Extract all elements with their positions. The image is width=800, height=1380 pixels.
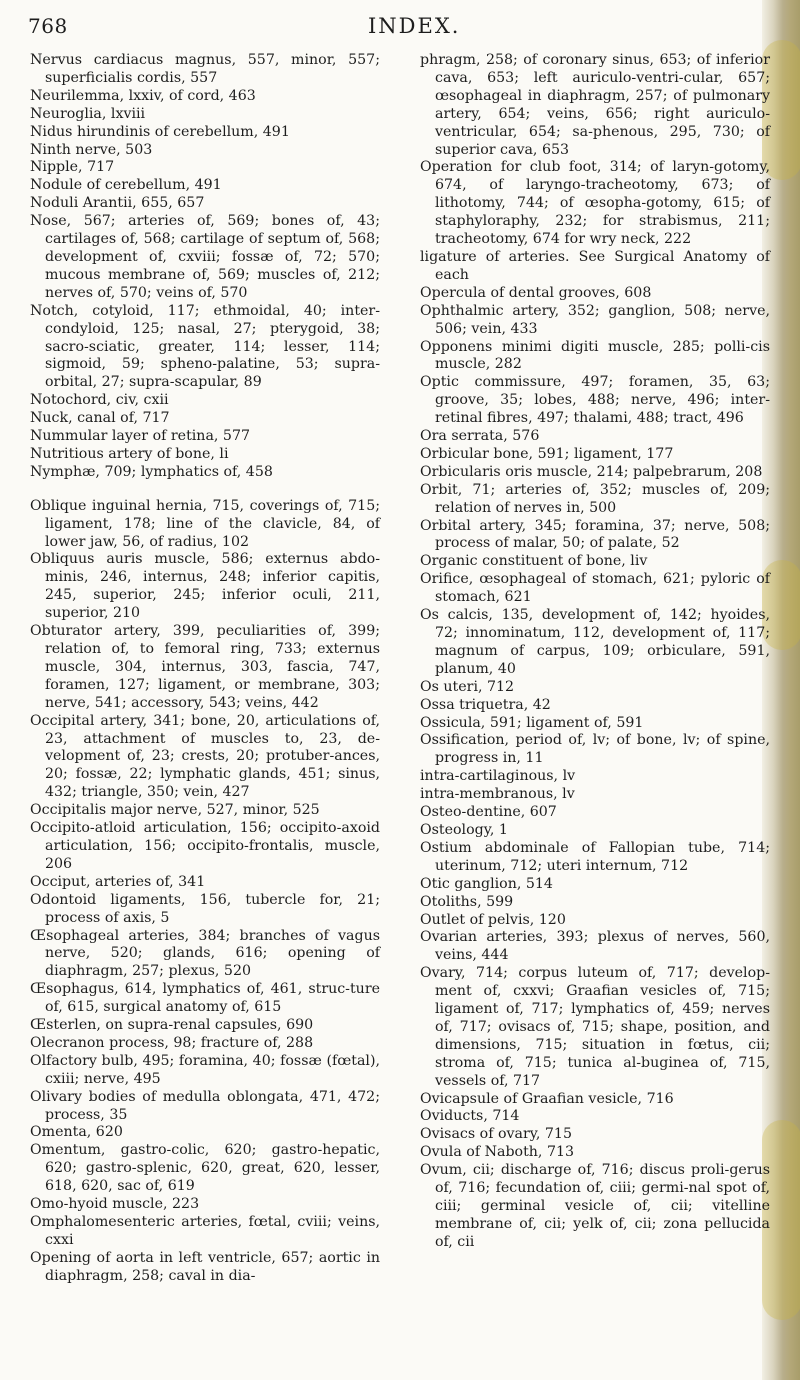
index-entry: Ossification, period of, lv; of bone, lv; of spine, progress in, 11 (420, 732, 770, 767)
index-entry: Otic ganglion, 514 (420, 875, 553, 892)
index-entry: Organic constituent of bone, liv (420, 553, 648, 570)
index-entry: ligature of arteries. See Surgical Anatomy of each (420, 248, 770, 283)
index-entry: Œsophagus, 614, lymphatics of, 461, struc-ture of, 615, surgical anatomy of, 615 (30, 981, 380, 1016)
index-entry: Orbit, 71; arteries of, 352; muscles of, 209; relation of nerves in, 500 (420, 481, 770, 516)
index-entry: intra-cartilaginous, lv (420, 768, 576, 785)
index-column-right (420, 52, 770, 1252)
index-entry: Optic commissure, 497; foramen, 35, 63; groove, 35; lobes, 488; nerve, 496; inter-retinal fibres, 497; thalami, 488; tract, 496 (420, 374, 770, 427)
index-entry: Obliquus auris muscle, 586; externus abdo-minis, 246, internus, 248; inferior capitis, 245, superior, 245; inferior oculi, 211, superior, 210 (30, 551, 380, 622)
index-entry: Outlet of pelvis, 120 (420, 911, 566, 928)
index-entry: Nervus cardiacus magnus, 557, minor, 557; superficialis cordis, 557 (30, 52, 380, 86)
index-entry: Opponens minimi digiti muscle, 285; polli-cis muscle, 282 (420, 338, 770, 373)
index-entry: Olfactory bulb, 495; foramina, 40; fossæ (fœtal), cxiii; nerve, 495 (30, 1052, 380, 1087)
index-entry: Nummular layer of retina, 577 (30, 428, 250, 445)
index-entry: Oblique inguinal hernia, 715, coverings of, 715; ligament, 178; line of the clavicle, 84, of lower jaw, 56, of radius, 102 (30, 497, 380, 550)
index-entry: intra-membranous, lv (420, 786, 575, 803)
index-entry: Ora serrata, 576 (420, 428, 540, 445)
index-entry: Œsophageal arteries, 384; branches of vagus nerve, 520; glands, 616; opening of diaphragm, 257; plexus, 520 (30, 927, 380, 980)
index-entry: Omentum, gastro-colic, 620; gastro-hepatic, 620; gastro-splenic, 620, great, 620, lesser, 618, 620, sac of, 619 (30, 1142, 380, 1195)
index-entry: Occipito-atloid articulation, 156; occipito-axoid articulation, 156; occipito-frontalis, muscle, 206 (30, 820, 380, 872)
index-entry: Olecranon process, 98; fracture of, 288 (30, 1034, 314, 1051)
running-head: INDEX. (368, 14, 461, 38)
index-entry: Ovicapsule of Graafian vesicle, 716 (420, 1090, 674, 1107)
index-entry: Nodule of cerebellum, 491 (30, 177, 222, 194)
index-entry: Ovary, 714; corpus luteum of, 717; develop-ment of, cxxvi; Graafian vesicles of, 715; ligament of, 717; lymphatics of, 459; nerves of, 717; ovisacs of, 715; shape, position, and dimensions, 715; situation in fœtus, cii; stroma of, 715; tunica al-buginea of, 715, vessels of, 717 (420, 965, 770, 1089)
index-entry: Ossicula, 591; ligament of, 591 (420, 714, 644, 731)
index-entry: Noduli Arantii, 655, 657 (30, 195, 205, 212)
index-entry: Os uteri, 712 (420, 678, 515, 695)
index-entry: Osteo-dentine, 607 (420, 804, 557, 821)
index-entry: Os calcis, 135, development of, 142; hyoides, 72; innominatum, 112, development of, 117; magnum of carpus, 109; orbiculare, 591, planum, 40 (420, 607, 770, 677)
index-entry: Orbicularis oris muscle, 214; palpebrarum, 208 (420, 463, 763, 480)
index-entry: Ossa triquetra, 42 (420, 696, 551, 713)
index-columns (30, 52, 770, 1372)
index-entry: Ovula of Naboth, 713 (420, 1144, 575, 1161)
index-entry: phragm, 258; of coronary sinus, 653; of inferior cava, 653; left auriculo-ventri-cular, 657; œsophageal in diaphragm, 257; of pulmonary artery, 654; veins, 656; right auriculo-ventricular, 654; sa-phenous, 295, 730; of superior cava, 653 (420, 52, 770, 158)
index-entry: Olivary bodies of medulla oblongata, 471, 472; process, 35 (30, 1088, 380, 1123)
index-entry: Neuroglia, lxviii (30, 105, 146, 122)
index-entry: Notochord, civ, cxii (30, 392, 169, 409)
index-entry: Oviducts, 714 (420, 1108, 520, 1125)
index-entry: Ophthalmic artery, 352; ganglion, 508; nerve, 506; vein, 433 (420, 302, 770, 337)
index-entry: Nymphæ, 709; lymphatics of, 458 (30, 463, 273, 480)
index-entry: Occiput, arteries of, 341 (30, 873, 206, 890)
index-entry: Neurilemma, lxxiv, of cord, 463 (30, 87, 256, 104)
index-entry: Nidus hirundinis of cerebellum, 491 (30, 123, 290, 140)
index-column-left (30, 52, 380, 1286)
page-number: 768 (28, 14, 68, 38)
index-entry: Opening of aorta in left ventricle, 657; aortic in diaphragm, 258; caval in dia- (30, 1249, 380, 1284)
index-entry: Ovisacs of ovary, 715 (420, 1126, 572, 1143)
index-entry: Ovum, cii; discharge of, 716; discus proli-gerus of, 716; fecundation of, ciii; germi-nal spot of, ciii; germinal vesicle of, cii; vitelline membrane of, cii; yelk of, cii; zona pellucida of, cii (420, 1162, 770, 1250)
index-entry: Ostium abdominale of Fallopian tube, 714; uterinum, 712; uteri internum, 712 (420, 839, 770, 874)
page-header (28, 14, 758, 44)
index-entry: Operation for club foot, 314; of laryn-gotomy, 674, of laryngo-tracheotomy, 673; of lithotomy, 744; of œsopha-gotomy, 615; of staphyloraphy, 232; for strabismus, 211; tracheotomy, 674 for wry neck, 222 (420, 159, 770, 248)
index-entry: Obturator artery, 399, peculiarities of, 399; relation of, to femoral ring, 733; externus muscle, 304, internus, 303, fascia, 747, foramen, 127; ligament, or membrane, 303; nerve, 541; accessory, 543; veins, 442 (30, 623, 380, 711)
index-entry: Orifice, œsophageal of stomach, 621; pyloric of stomach, 621 (420, 571, 770, 606)
index-entry: Nose, 567; arteries of, 569; bones of, 43; cartilages of, 568; cartilage of septum of, 568; development of, cxviii; fossæ of, 72; 570; mucous membrane of, 569; muscles of, 212; nerves of, 570; veins of, 570 (30, 213, 380, 301)
index-entry: Ovarian arteries, 393; plexus of nerves, 560, veins, 444 (420, 929, 770, 964)
index-entry: Odontoid ligaments, 156, tubercle for, 21; process of axis, 5 (30, 891, 380, 926)
index-entry: Orbicular bone, 591; ligament, 177 (420, 445, 674, 462)
index-entry: Omenta, 620 (30, 1124, 123, 1141)
index-entry: Nipple, 717 (30, 159, 115, 176)
index-entry: Notch, cotyloid, 117; ethmoidal, 40; inter-condyloid, 125; nasal, 27; pterygoid, 38; sacro-sciatic, greater, 114; lesser, 114; sigmoid, 59; spheno-palatine, 53; supra-orbital, 27; supra-scapular, 89 (30, 302, 380, 391)
index-entry: Occipitalis major nerve, 527, minor, 525 (30, 802, 320, 819)
index-entry: Nuck, canal of, 717 (30, 410, 170, 427)
index-entry: Nutritious artery of bone, li (30, 445, 229, 462)
index-entry: Otoliths, 599 (420, 893, 514, 910)
index-entry: Œsterlen, on supra-renal capsules, 690 (30, 1017, 314, 1034)
index-entry: Ninth nerve, 503 (30, 141, 153, 158)
index-entry: Opercula of dental grooves, 608 (420, 284, 652, 301)
index-entry: Orbital artery, 345; foramina, 37; nerve, 508; process of malar, 50; of palate, 52 (420, 517, 770, 552)
index-entry: Osteology, 1 (420, 821, 508, 838)
index-entry: Occipital artery, 341; bone, 20, articulations of, 23, attachment of muscles to, 23, de-velopment of, 23; crests, 20; protuber-ances, 20; fossæ, 22; lymphatic glands, 451; sinus, 432; triangle, 350; vein, 427 (30, 712, 380, 801)
index-entry: Omphalomesenteric arteries, fœtal, cviii; veins, cxxi (30, 1214, 380, 1248)
index-entry: Omo-hyoid muscle, 223 (30, 1196, 200, 1213)
